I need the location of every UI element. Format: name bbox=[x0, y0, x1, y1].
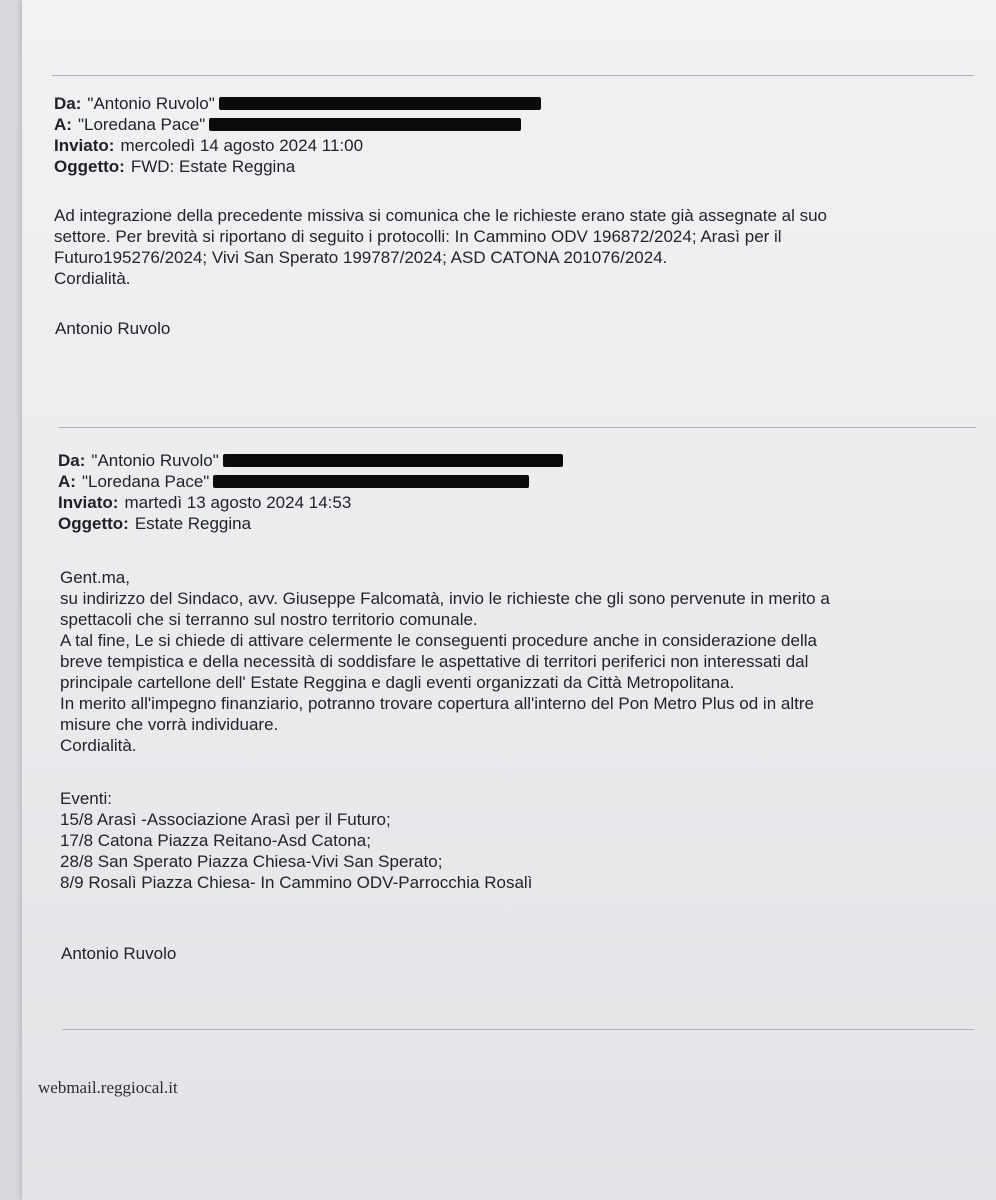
email1-subject-label: Oggetto: bbox=[54, 156, 125, 176]
email2-body-line: Gent.ma, bbox=[60, 568, 130, 587]
email1-sent-label: Inviato: bbox=[54, 135, 115, 155]
email1-from-value: "Antonio Ruvolo" bbox=[87, 93, 215, 113]
email1-subject-line bbox=[54, 156, 541, 177]
email2-body-line: A tal fine, Le si chiede di attivare celermente le conseguenti procedure anche in considerazione della bbox=[60, 631, 817, 650]
event-item: 15/8 Arasì -Associazione Arasì per il Futuro; bbox=[60, 810, 391, 829]
email2-from-line bbox=[58, 450, 563, 471]
email1-from-line bbox=[54, 93, 541, 114]
printed-page bbox=[22, 0, 996, 1200]
email2-to-line bbox=[58, 471, 563, 492]
email1-from-label: Da: bbox=[54, 93, 82, 113]
email2-sent-line bbox=[58, 492, 563, 513]
email2-body-line: su indirizzo del Sindaco, avv. Giuseppe Falcomatà, invio le richieste che gli sono pervenute in merito a bbox=[60, 589, 830, 608]
divider-bottom bbox=[62, 1029, 974, 1030]
email2-signature: Antonio Ruvolo bbox=[61, 944, 177, 963]
email1-sent-line bbox=[54, 135, 541, 156]
email2-body-line: misure che vorrà individuare. bbox=[60, 715, 279, 734]
events-title: Eventi: bbox=[60, 789, 112, 808]
email1-sent-value: mercoledì 14 agosto 2024 11:00 bbox=[120, 135, 364, 155]
event-item: 8/9 Rosalì Piazza Chiesa- In Cammino ODV-Parrocchia Rosalì bbox=[60, 873, 533, 892]
email2-body-line: breve tempistica e della necessità di soddisfare le aspettative di territori periferici non interessati dal bbox=[60, 652, 809, 671]
email1-body-line: Futuro195276/2024; Vivi San Sperato 199787/2024; ASD CATONA 201076/2024. bbox=[54, 248, 668, 267]
email1-to-line bbox=[54, 114, 541, 135]
divider-middle bbox=[58, 427, 976, 428]
email2-subject-value: Estate Reggina bbox=[134, 513, 252, 533]
email1-body-line: settore. Per brevità si riportano di seguito i protocolli: In Cammino ODV 196872/2024; Arasì per il bbox=[54, 227, 782, 246]
email2-events bbox=[60, 788, 532, 893]
email2-body-line: In merito all'impegno finanziario, potranno trovare copertura all'interno del Pon Metro Plus od in altre bbox=[60, 694, 814, 713]
email2-body-line: principale cartellone dell' Estate Reggina e dagli eventi organizzati da Città Metropolitana. bbox=[60, 673, 735, 692]
email2-to-label: A: bbox=[58, 471, 76, 491]
email2-to-value: "Loredana Pace" bbox=[81, 471, 210, 491]
email1-body-line: Ad integrazione della precedente missiva si comunica che le richieste erano state già assegnate al suo bbox=[54, 206, 828, 225]
email1-from-redaction bbox=[219, 97, 541, 110]
email2-body-line: Cordialità. bbox=[60, 736, 137, 755]
email1-subject-value: FWD: Estate Reggina bbox=[130, 156, 296, 176]
webmail-footer: webmail.reggiocal.it bbox=[38, 1078, 178, 1097]
email2-header bbox=[58, 450, 563, 534]
email1-body bbox=[54, 205, 827, 289]
email1-signature: Antonio Ruvolo bbox=[55, 319, 171, 338]
email1-header bbox=[54, 93, 541, 177]
event-item: 28/8 San Sperato Piazza Chiesa-Vivi San Sperato; bbox=[60, 852, 443, 871]
event-item: 17/8 Catona Piazza Reitano-Asd Catona; bbox=[60, 831, 371, 850]
email2-to-redaction bbox=[213, 475, 529, 488]
email2-from-value: "Antonio Ruvolo" bbox=[91, 450, 219, 470]
email1-body-line: Cordialità. bbox=[54, 269, 131, 288]
email2-from-redaction bbox=[223, 454, 563, 467]
email2-sent-value: martedì 13 agosto 2024 14:53 bbox=[124, 492, 352, 512]
email2-subject-line bbox=[58, 513, 563, 534]
email2-from-label: Da: bbox=[58, 450, 86, 470]
email2-subject-label: Oggetto: bbox=[58, 513, 129, 533]
email1-to-label: A: bbox=[54, 114, 72, 134]
email1-to-value: "Loredana Pace" bbox=[77, 114, 206, 134]
email2-body-line: spettacoli che si terranno sul nostro territorio comunale. bbox=[60, 610, 478, 629]
divider-top bbox=[52, 75, 974, 76]
email2-sent-label: Inviato: bbox=[58, 492, 119, 512]
email1-to-redaction bbox=[209, 118, 521, 131]
email2-body bbox=[60, 567, 830, 756]
